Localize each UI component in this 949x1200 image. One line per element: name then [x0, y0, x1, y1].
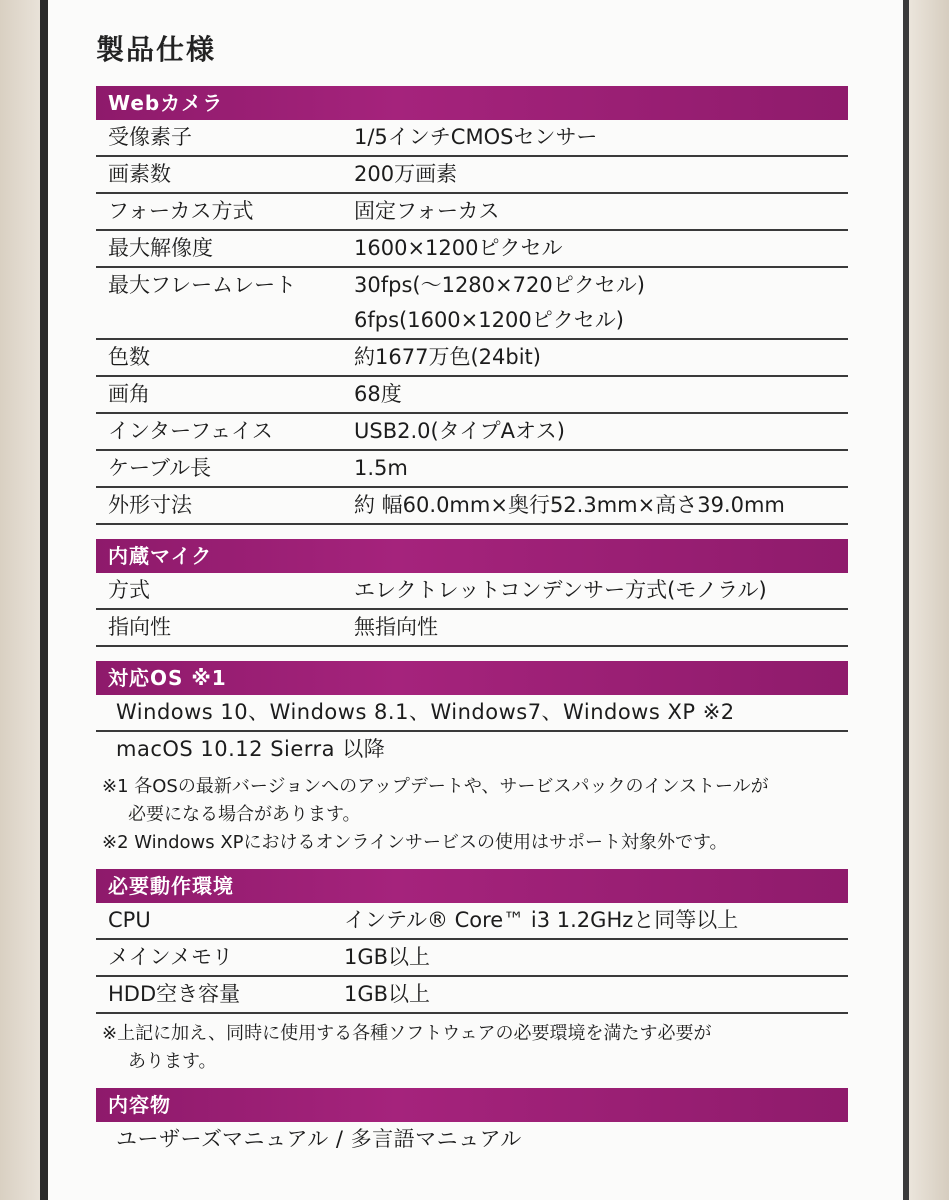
- os-line: macOS 10.12 Sierra 以降: [116, 737, 386, 761]
- spec-value: [354, 610, 848, 645]
- spec-label: CPU: [108, 908, 151, 932]
- spec-value-line: インテル® Core™ i3 1.2GHzと同等以上: [344, 908, 739, 932]
- webcam-spec-table: [96, 120, 848, 525]
- spec-row: [96, 231, 848, 268]
- spec-row: [96, 194, 848, 231]
- spec-value-line: 6fps(1600×1200ピクセル): [354, 308, 624, 332]
- spec-value-line: 1GB以上: [344, 945, 431, 969]
- spec-value-line: 1GB以上: [344, 982, 431, 1006]
- requirements-note: [102, 1020, 848, 1076]
- contents-line: ユーザーズマニュアル / 多言語マニュアル: [116, 1127, 522, 1151]
- spec-value-line: エレクトレットコンデンサー方式(モノラル): [354, 578, 767, 602]
- box-edge-left: [40, 0, 48, 1200]
- spec-label: 受像素子: [108, 125, 192, 149]
- spec-label: HDD空き容量: [108, 982, 241, 1006]
- section-webcam: [96, 86, 848, 525]
- spec-row: [96, 120, 848, 157]
- section-mic: [96, 539, 848, 647]
- spec-value: [354, 573, 848, 608]
- spec-row: [96, 610, 848, 647]
- spec-content: [96, 20, 848, 1171]
- spec-value: [354, 377, 848, 412]
- spec-value: [344, 940, 848, 975]
- spec-value: [354, 488, 848, 523]
- spec-label: 画角: [108, 382, 150, 406]
- spec-value-line: 約 幅60.0mm×奥行52.3mm×高さ39.0mm: [354, 493, 785, 517]
- spec-value: [354, 120, 848, 155]
- section-heading-contents: 内容物: [96, 1088, 848, 1122]
- spec-row: [96, 268, 848, 340]
- spec-row: [96, 940, 848, 977]
- os-notes: [102, 773, 848, 857]
- spec-label: メインメモリ: [108, 945, 233, 969]
- spec-label: フォーカス方式: [108, 199, 254, 223]
- spec-label: 最大フレームレート: [108, 273, 297, 297]
- spec-value: [344, 977, 848, 1012]
- spec-value-line: 200万画素: [354, 162, 458, 186]
- spec-value-line: 30fps(〜1280×720ピクセル): [354, 273, 645, 297]
- box-edge-right: [903, 0, 909, 1200]
- note-line: ※2 Windows XPにおけるオンラインサービスの使用はサポート対象外です。: [102, 832, 728, 853]
- section-os: [96, 661, 848, 857]
- spec-row: [96, 451, 848, 488]
- section-requirements: [96, 869, 848, 1076]
- note-line: ※1 各OSの最新バージョンへのアップデートや、サービスパックのインストールが: [102, 776, 769, 797]
- spec-value-line: 1/5インチCMOSセンサー: [354, 125, 598, 149]
- spec-value-line: 1600×1200ピクセル: [354, 236, 563, 260]
- spec-row: [96, 340, 848, 377]
- spec-row: [96, 903, 848, 940]
- spec-value: [354, 231, 848, 266]
- os-line: Windows 10、Windows 8.1、Windows7、Windows XP ※2: [96, 695, 848, 732]
- spec-value-line: 68度: [354, 382, 402, 406]
- spec-row: [96, 488, 848, 525]
- spec-row: [96, 573, 848, 610]
- spec-label: 方式: [108, 578, 150, 602]
- section-heading-os: 対応OS ※1: [96, 661, 848, 695]
- section-heading-webcam: Webカメラ: [96, 86, 848, 120]
- spec-value: [354, 414, 848, 449]
- spec-value: [354, 157, 848, 192]
- spec-label: ケーブル長: [108, 456, 212, 480]
- spec-value-line: USB2.0(タイプAオス): [354, 419, 565, 443]
- section-heading-requirements: 必要動作環境: [96, 869, 848, 903]
- spec-label: 色数: [108, 345, 150, 369]
- spec-row: [96, 414, 848, 451]
- spec-value-line: 1.5m: [354, 456, 408, 480]
- spec-value: [344, 903, 848, 938]
- background-right: [907, 0, 949, 1200]
- spec-value: [354, 268, 848, 338]
- spec-value: [354, 194, 848, 229]
- spec-row: [96, 157, 848, 194]
- note-line: あります。: [128, 1051, 217, 1072]
- spec-label: 最大解像度: [108, 236, 213, 260]
- spec-value-line: 無指向性: [354, 615, 438, 639]
- requirements-table: [96, 903, 848, 1014]
- mic-spec-table: [96, 573, 848, 647]
- spec-value: [354, 451, 848, 486]
- note-line: ※上記に加え、同時に使用する各種ソフトウェアの必要環境を満たす必要が: [102, 1023, 712, 1044]
- spec-label: 外形寸法: [108, 493, 192, 517]
- spec-value: [354, 340, 848, 375]
- spec-sheet: [48, 0, 903, 1200]
- page-title: 製品仕様: [96, 33, 217, 66]
- spec-row: [96, 977, 848, 1014]
- spec-value-line: 約1677万色(24bit): [354, 345, 541, 369]
- section-contents: [96, 1088, 848, 1157]
- spec-label: 画素数: [108, 162, 171, 186]
- spec-label: 指向性: [108, 615, 171, 639]
- spec-label: インターフェイス: [108, 419, 273, 443]
- spec-value-line: 固定フォーカス: [354, 199, 500, 223]
- note-line: 必要になる場合があります。: [128, 804, 361, 825]
- spec-row: [96, 377, 848, 414]
- section-heading-mic: 内蔵マイク: [96, 539, 848, 573]
